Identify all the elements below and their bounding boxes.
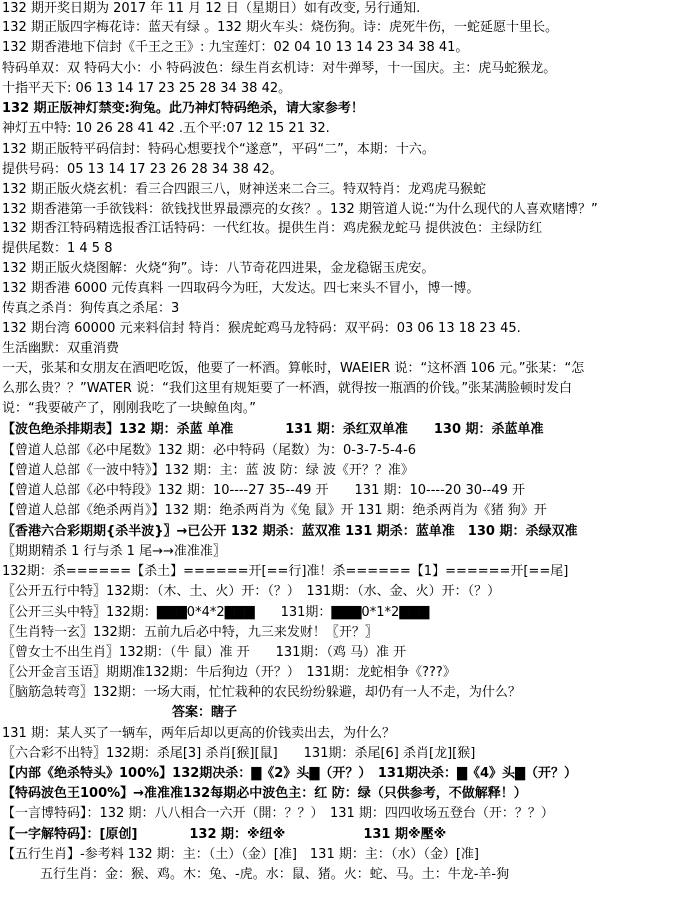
line-brain-teaser: 〖脑筋急转弯〗132期：一场大雨，忙忙栽种的农民纷纷躲避，却仍有一人不走，为什么？ xyxy=(2,685,521,700)
line-half-wave-kill: 〖香港六合彩期期{杀半波}〗→已公开 132 期杀：蓝双准 131 期杀：蓝单准 130 期：杀绿双准 xyxy=(2,524,578,539)
line-answer: 答案：瞎子 xyxy=(172,705,238,720)
line-xiangjiang: 132 期香江特码精选报香江话特码：一代红妆。提供生肖：鸡虎猴龙蛇马 提供波色：主绿防红 xyxy=(2,221,543,236)
line-fax-kill: 传真之杀肖：狗传真之杀尾：3 xyxy=(2,301,180,316)
line-kill-head: 【内部《绝杀特头》100%】132期决杀：▇《2》头▇（开？） 131期决杀：▇《4》头▇（开？） xyxy=(2,766,578,781)
line-special-envelope: 132 期正版特平码信封：特码心想要找个“遂意”，平码“二”，本期：十六。 xyxy=(2,142,435,157)
line-kill-row-title: 〖期期精杀 1 行与杀 1 尾→→准准准〗 xyxy=(2,544,226,559)
line-hk-envelope: 132 期香港地下信封《千王之王》: 九宝莲灯：02 04 10 13 14 23 34 38 41。 xyxy=(2,40,469,55)
line-plum-poem: 132 期正版四字梅花诗：蓝天有绿 。132 期火车头：烧伤狗。诗：虎死牛伤，一蛇延愿十里长。 xyxy=(2,20,559,35)
line-zodiac-groups: 五行生肖：金：猴、鸡。木：兔、-虎。水：鼠、猪。火：蛇、马。土：牛龙-羊-狗 xyxy=(40,867,510,882)
line-zodiac-mystery: 〖生肖特一玄〗132期：五前九后必中特，九三来发财！〖开？〗 xyxy=(2,625,378,640)
line-one-wave: 【曾道人总部《一波中特》】132 期：主：蓝 波 防：绿 波《开？？准》 xyxy=(2,463,414,478)
line-draw-date: 132 期开奖日期为 2017 年 11 月 12 日（星期日）如有改变, 另行通知. xyxy=(2,1,421,16)
line-must-tail: 【曾道人总部《必中尾数》132 期：必中特码（尾数）为：0-3-7-5-4-6 xyxy=(2,443,417,458)
line-ten-fingers: 十指平天下: 06 13 14 17 23 25 28 34 38 42。 xyxy=(2,81,292,96)
line-wave-king: 【特码波色王100%】→准准准132每期必中波色主：红 防：绿（只供参考，不做解释！） xyxy=(2,786,527,801)
line-kill-element: 132期：杀======【杀土】======开[==行]准！杀======【1】======开[==尾] xyxy=(2,564,569,579)
line-provided-numbers: 提供号码：05 13 14 17 23 26 28 34 38 42。 xyxy=(2,162,283,177)
line-one-char: 【一字解特码】：[原创] 132 期：※纽※ 131 期※壓※ xyxy=(2,827,447,842)
line-wave-kill-schedule: 【波色绝杀排期表】132 期：杀蓝 单准 131 期：杀红双单准 130 期：杀蓝单准 xyxy=(2,422,544,437)
line-teaser-131: 131 期：某人买了一辆车，两年后却以更高的价钱卖出去，为什么？ xyxy=(2,726,395,741)
line-tail-numbers: 提供尾数：1 4 5 8 xyxy=(2,241,113,256)
line-must-segment: 【曾道人总部《必中特段》132 期：10----27 35--49 开 131 期：10----20 30--49 开 xyxy=(2,483,526,498)
line-humor-3: 说：“我要破产了，刚刚我吃了一块鲸鱼肉。” xyxy=(2,401,256,416)
line-golden-words: 〖公开金言玉语〗期期准132期：牛后狗边（开？） 131期：龙蛇相争《???》 xyxy=(2,665,456,680)
line-taiwan-envelope: 132 期台湾 60000 元来料信封 特肖：猴虎蛇鸡马龙特码：双平码：03 06 13 18 23 45. xyxy=(2,321,521,336)
line-lamp-five: 神灯五中特: 10 26 28 41 42 .五个平:07 12 15 21 32. xyxy=(2,121,330,136)
line-ms-zeng: 〖曾女士不出生肖〗132期：（牛 鼠）准 开 131期：（鸡 马）准 开 xyxy=(2,645,407,660)
line-special-attrs: 特码单双：双 特码大小：小 特码波色：绿生肖玄机诗：对牛弹琴，十一国庆。主：虎马蛇猴龙。 xyxy=(2,61,557,76)
line-fire-mystery: 132 期正版火烧玄机：看三合四跟三八，财神送来二合三。特双特肖：龙鸡虎马猴蛇 xyxy=(2,182,486,197)
line-no-special: 〖六合彩不出特〗132期：杀尾[3] 杀肖[猴][鼠] 131期：杀尾[6] 杀肖[龙][猴] xyxy=(2,746,476,761)
line-humor-title: 生活幽默：双重消费 xyxy=(2,341,120,356)
line-kill-two-zodiac: 【曾道人总部《绝杀两肖》】132 期：绝杀两肖为《兔 鼠》开 131 期：绝杀两肖为《猪 狗》开 xyxy=(2,503,547,518)
line-humor-1: 一天，张某和女朋友在酒吧吃饭，他要了一杯酒。算帐时，WAEIER 说：“这杯酒 106 元。”张某：“怎 xyxy=(2,361,585,376)
line-three-heads: 〖公开三头中特〗132期：▇▇▇0*4*2▇▇▇ 131期：▇▇▇0*1*2▇▇▇ xyxy=(2,605,430,620)
line-hk-fax: 132 期香港 6000 元传真料 一四取码今为旺，大发达。四七来头不冒小，博一博。 xyxy=(2,281,480,296)
line-five-zodiac: 【五行生肖】-参考料 132 期：主：（土）（金）[准] 131 期：主：（水）（金）[准] xyxy=(2,847,480,862)
line-five-elements: 〖公开五行中特〗132期：（木、土、火）开：（？） 131期：（水、金、火）开：（？） xyxy=(2,584,501,599)
line-hk-first-hand: 132 期香港第一手欲钱料：欲钱找世界最漂亮的女孩？。132 期管道人说:“为什么现代的人喜欢赌博？” xyxy=(2,202,598,217)
line-humor-2: 么那么贵？？”WATER 说：“我们这里有规矩要了一杯酒，就得按一瓶酒的价钱。”张某满脸顿时发白 xyxy=(2,381,573,396)
line-fire-diagram: 132 期正版火烧图解：火烧“狗”。诗：八节奇花四进果，金龙稳锯玉虎安。 xyxy=(2,261,435,276)
line-one-word: 【一言博特码】：132 期：八八相合一六开（開：？？） 131 期：四四收场五登台（开：？？） xyxy=(2,806,554,821)
line-magic-lamp: 132 期正版神灯禁变:狗兔。此乃神灯特码绝杀，请大家参考！ xyxy=(2,101,364,116)
